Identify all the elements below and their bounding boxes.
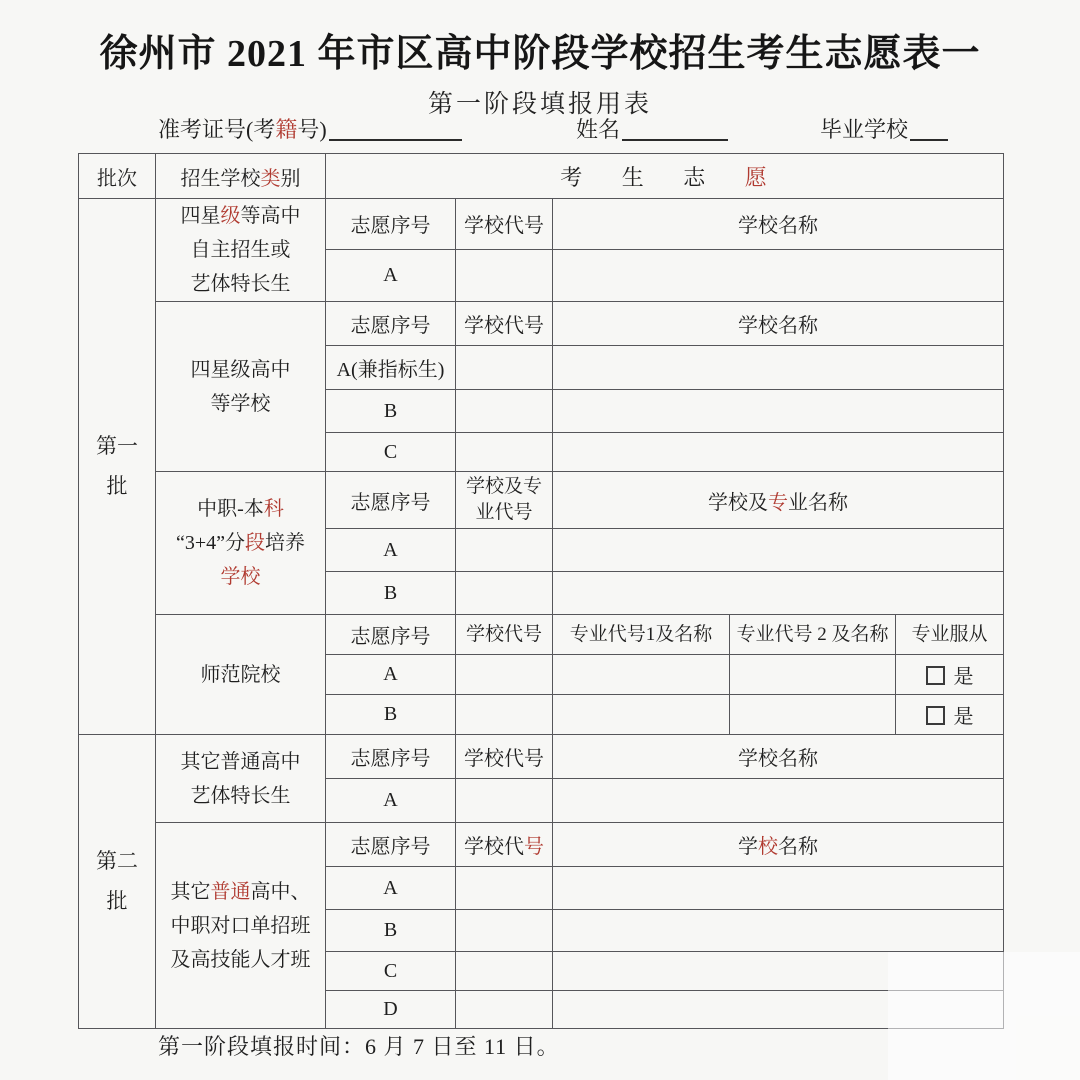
section-6-row-b-code-cell[interactable]: [456, 910, 553, 952]
section-4-row-b-obey-cell: [896, 695, 1004, 735]
obey-checkbox[interactable]: [926, 666, 945, 685]
name-field: [576, 113, 728, 144]
section-2-row-a-code-cell[interactable]: [456, 346, 553, 390]
section-4-row-b-major1-cell[interactable]: [553, 695, 730, 735]
section-2-row-b-code-cell[interactable]: [456, 390, 553, 433]
section-2-col-code: 学校代号: [456, 302, 553, 346]
section-6-col-name: 学校名称: [553, 823, 1004, 867]
obey-checkbox[interactable]: [926, 706, 945, 725]
section-6-row-d-label: D: [326, 991, 456, 1029]
section-4-row-b-label: B: [326, 695, 456, 735]
category-column-header: 招生学校类别: [156, 154, 326, 199]
section-4-col-major2: 专业代号 2 及名称: [730, 615, 896, 655]
form-title: 徐州市 2021 年市区高中阶段学校招生考生志愿表一: [99, 33, 981, 75]
section-1-row-a-label: A: [326, 249, 456, 301]
section-6-row-a-code-cell[interactable]: [456, 867, 553, 910]
volunteer-header: 考 生 志 愿: [326, 154, 1004, 199]
section-4-row-a-label: A: [326, 655, 456, 695]
section-6-row-d-code-cell[interactable]: [456, 991, 553, 1029]
batch-2-cell: 第二 批: [79, 735, 156, 1029]
section-3-row-a-code-cell[interactable]: [456, 529, 553, 572]
section-2-col-seq: 志愿序号: [326, 302, 456, 346]
section-6-row-b-label: B: [326, 910, 456, 952]
section-4-col-code: 学校代号: [456, 615, 553, 655]
section-3-row-a-label: A: [326, 529, 456, 572]
section-5-category: 其它普通高中 艺体特长生: [156, 735, 326, 823]
section-3-col-name: 学校及专业名称: [553, 472, 1004, 529]
school-field: [820, 113, 948, 144]
volunteer-table: [78, 153, 1004, 1029]
section-4-row-a-major2-cell[interactable]: [730, 655, 896, 695]
section-4-col-seq: 志愿序号: [326, 615, 456, 655]
section-2-col-name: 学校名称: [553, 302, 1004, 346]
section-1-col-code: 学校代号: [456, 199, 553, 250]
section-1-row-a-code-cell[interactable]: [456, 249, 553, 301]
section-4-col-major1: 专业代号1及名称: [553, 615, 730, 655]
section-5-row-a-label: A: [326, 779, 456, 823]
name-label: 姓名: [576, 117, 621, 142]
section-2-row-a-label: A(兼指标生): [326, 346, 456, 390]
section-1-col-name: 学校名称: [553, 199, 1004, 250]
section-2-row-b-label: B: [326, 390, 456, 433]
section-6-row-d-name-cell[interactable]: [553, 991, 1004, 1029]
obey-yes-label: 是: [953, 666, 974, 688]
section-6-col-code: 学校代号: [456, 823, 553, 867]
section-3-row-b-label: B: [326, 572, 456, 615]
section-6-row-a-name-cell[interactable]: [553, 867, 1004, 910]
section-4-row-b-major2-cell[interactable]: [730, 695, 896, 735]
section-5-col-name: 学校名称: [553, 735, 1004, 779]
section-6-category: 其它普通高中、 中职对口单招班 及高技能人才班: [156, 823, 326, 1029]
section-6-col-seq: 志愿序号: [326, 823, 456, 867]
section-4-col-obey: 专业服从: [896, 615, 1004, 655]
section-6-row-b-name-cell[interactable]: [553, 910, 1004, 952]
section-4-row-a-major1-cell[interactable]: [553, 655, 730, 695]
section-2-row-c-label: C: [326, 433, 456, 472]
section-4-row-a-obey-cell: [896, 655, 1004, 695]
section-3-row-b-name-cell[interactable]: [553, 572, 1004, 615]
section-4-row-a-code-cell[interactable]: [456, 655, 553, 695]
section-5-row-a-code-cell[interactable]: [456, 779, 553, 823]
form-subtitle: 第一阶段填报用表: [427, 91, 652, 118]
exam-id-blank[interactable]: [329, 117, 462, 141]
section-6-row-c-label: C: [326, 952, 456, 991]
section-3-row-a-name-cell[interactable]: [553, 529, 1004, 572]
section-5-col-seq: 志愿序号: [326, 735, 456, 779]
footer-note: 第一阶段填报时间：6 月 7 日至 11 日。: [158, 1034, 560, 1059]
section-4-category: 师范院校: [156, 615, 326, 735]
section-5-col-code: 学校代号: [456, 735, 553, 779]
section-6-row-c-name-cell[interactable]: [553, 952, 1004, 991]
section-6-row-a-label: A: [326, 867, 456, 910]
section-1-row-a-name-cell[interactable]: [553, 249, 1004, 301]
school-blank[interactable]: [910, 117, 948, 141]
section-3-col-code: 学校及专 业代号: [456, 472, 553, 529]
section-4-row-b-code-cell[interactable]: [456, 695, 553, 735]
section-2-row-b-name-cell[interactable]: [553, 390, 1004, 433]
exam-id-field: [158, 113, 462, 144]
section-2-row-a-name-cell[interactable]: [553, 346, 1004, 390]
name-blank[interactable]: [622, 117, 728, 141]
section-3-row-b-code-cell[interactable]: [456, 572, 553, 615]
section-3-col-seq: 志愿序号: [326, 472, 456, 529]
section-6-row-c-code-cell[interactable]: [456, 952, 553, 991]
batch-column-header: 批次: [79, 154, 156, 199]
school-label: 毕业学校: [820, 117, 909, 142]
section-5-row-a-name-cell[interactable]: [553, 779, 1004, 823]
obey-yes-label: 是: [953, 706, 974, 728]
batch-1-cell: 第一 批: [79, 199, 156, 735]
header-fields: [0, 113, 1080, 145]
section-2-row-c-name-cell[interactable]: [553, 433, 1004, 472]
exam-id-label: 准考证号(考籍号): [158, 117, 327, 142]
section-3-category: 中职-本科 “3+4”分段培养 学校: [156, 472, 326, 615]
section-2-category: 四星级高中 等学校: [156, 302, 326, 472]
section-1-category: 四星级等高中 自主招生或 艺体特长生: [156, 199, 326, 302]
section-2-row-c-code-cell[interactable]: [456, 433, 553, 472]
section-1-col-seq: 志愿序号: [326, 199, 456, 250]
